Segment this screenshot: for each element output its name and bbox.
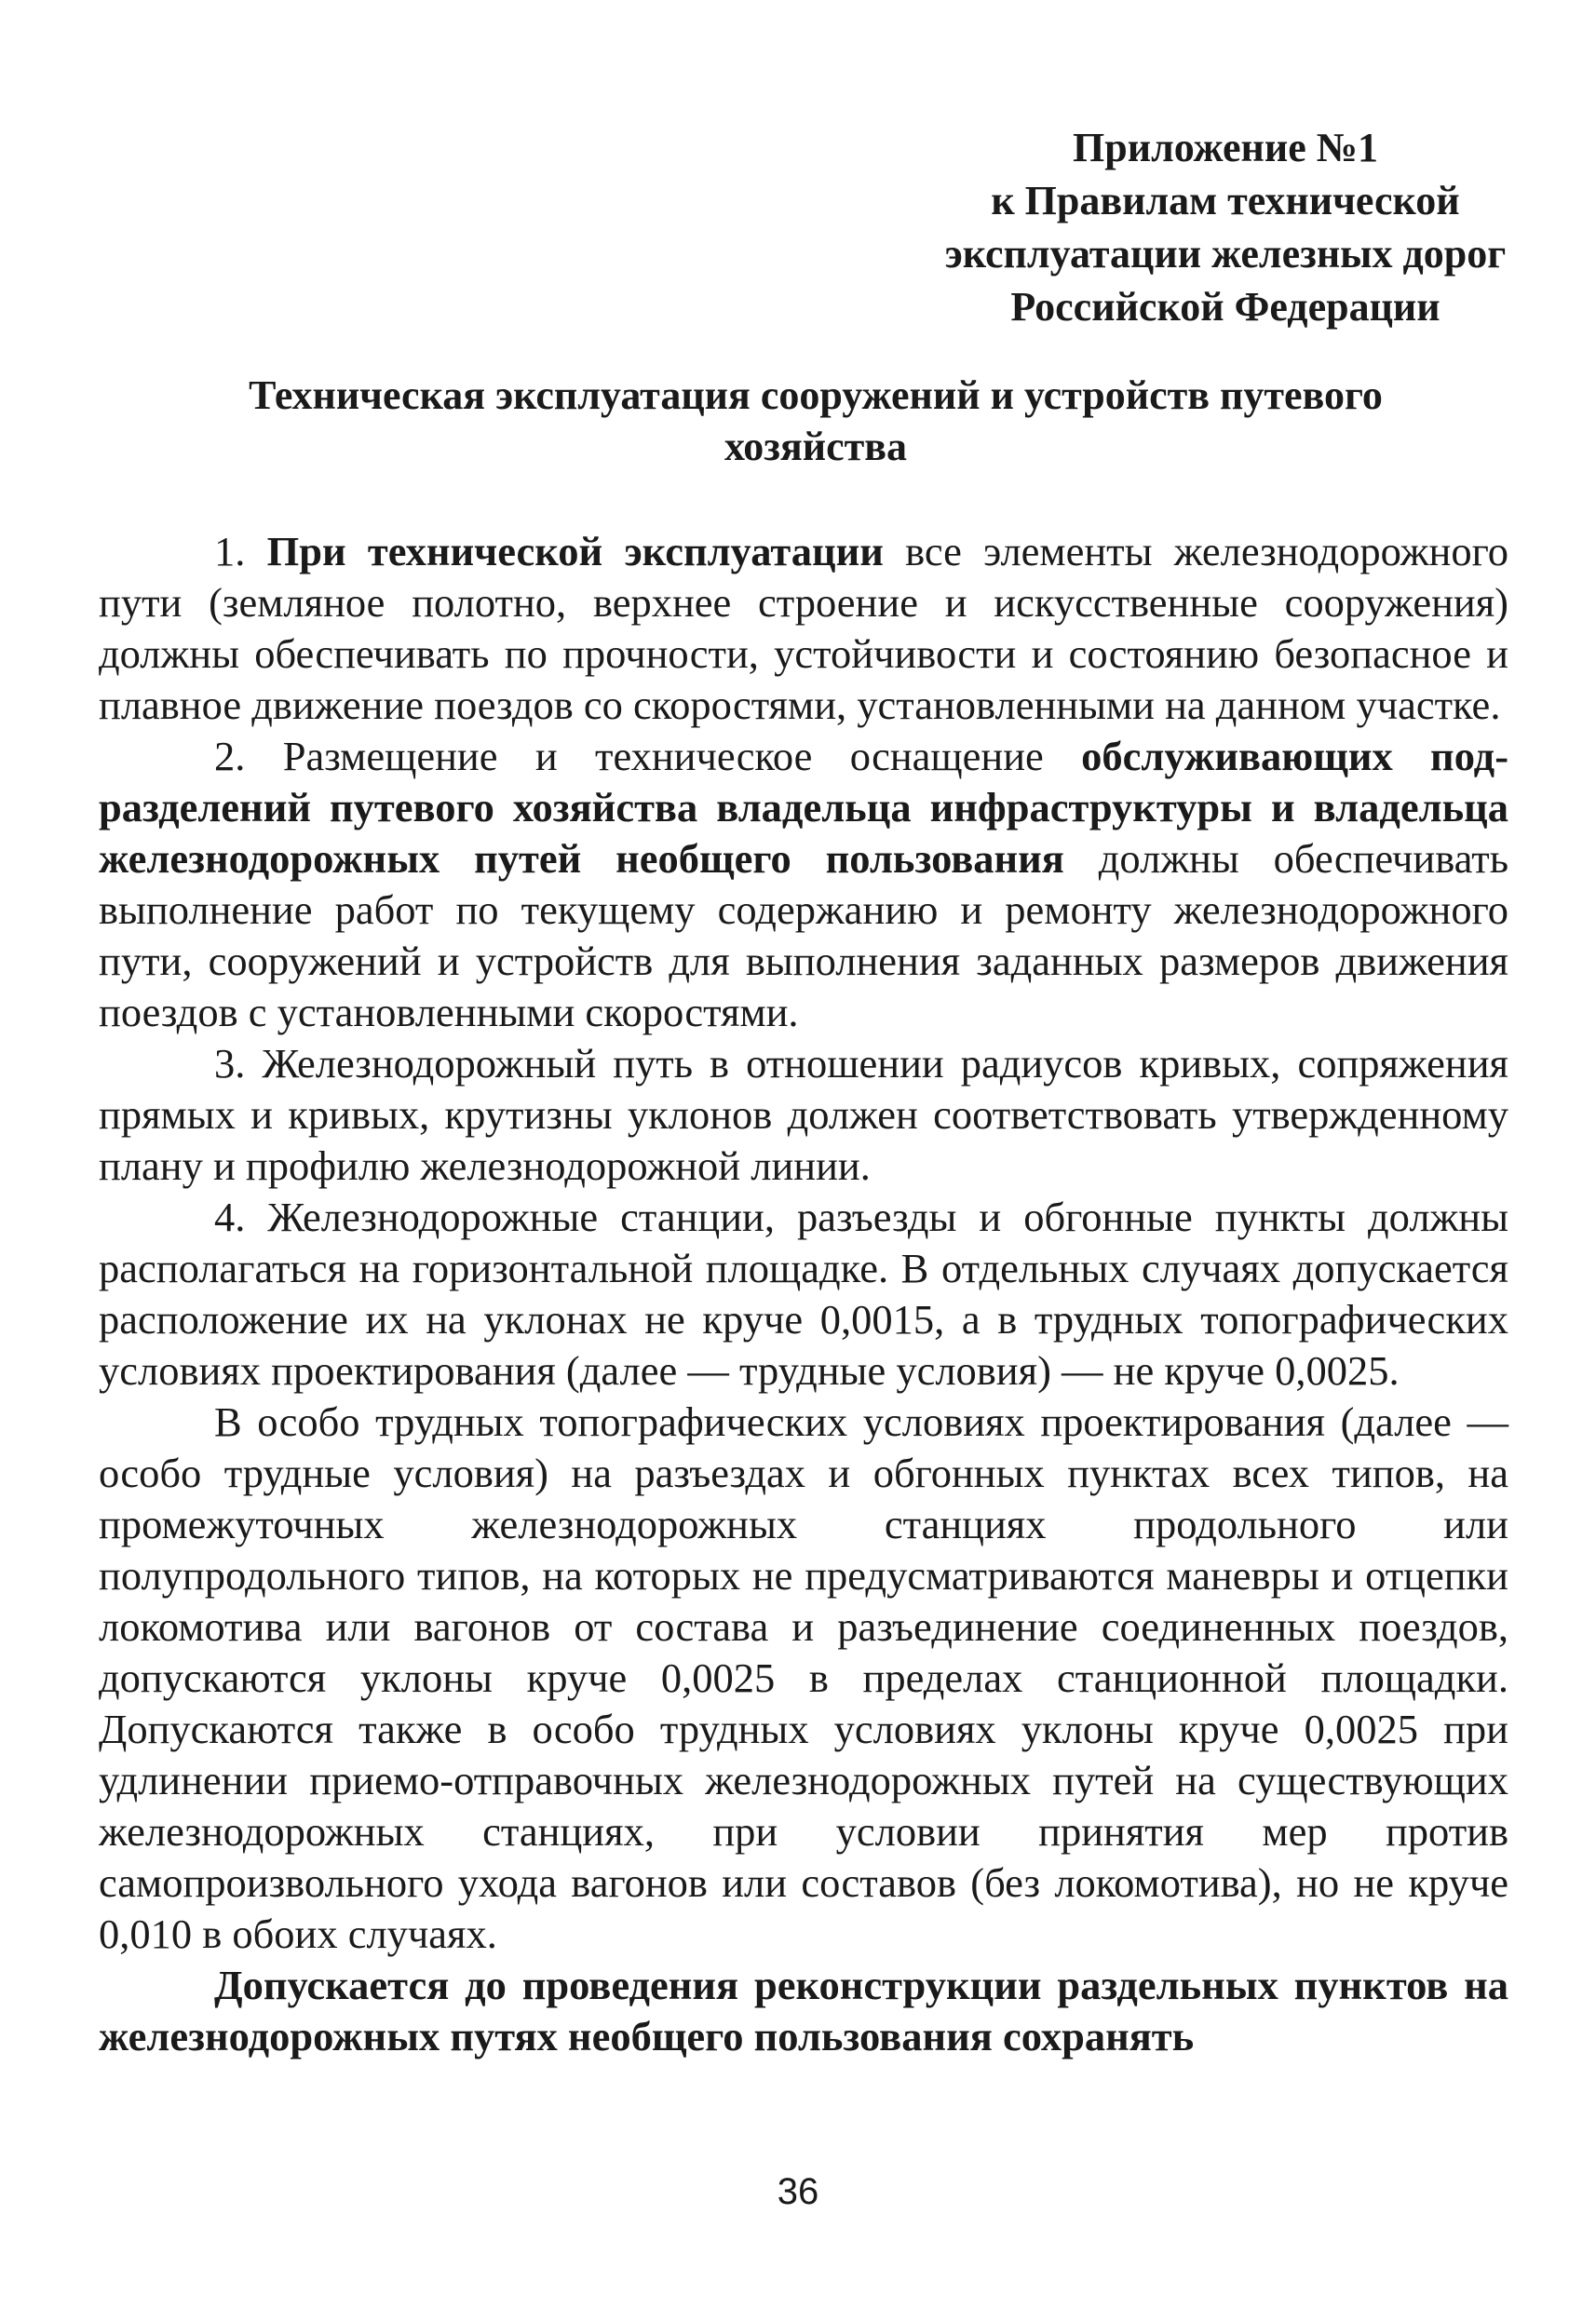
paragraph-3: 3. Железнодорожный путь в отношении радиусов кривых, сопряжения прямых и кривых, крутизны уклонов должен соответствовать утвержденному плану и профилю железнодорожной линии. [99, 1040, 1508, 1189]
appendix-header-line: Приложение №1 [1073, 125, 1378, 170]
appendix-header [872, 121, 1579, 333]
paragraph-2-rest: должны обеспечивать выполнение работ по текущему содержанию и ремонту железнодорожного пути, сооружений и устройств для выполнения заданных размеров движения поездов с установленными скоростями. [99, 835, 1508, 1035]
appendix-header-line: к Правилам технической [991, 178, 1460, 223]
paragraph-1-bold: При технической эксплуатации [266, 528, 884, 574]
appendix-header-line: Российской Федерации [1010, 284, 1440, 330]
paragraph-1 [99, 526, 1508, 731]
paragraph-1-rest: все элементы железнодорожного пути (земляное полотно, верхнее строение и искусственные сооружения) должны обеспечивать по прочности, устойчивости и состоянию безопасное и плавное движение поездов со скоростями, установленными на данном участке. [99, 528, 1508, 728]
paragraph-6 [99, 1960, 1508, 2062]
paragraph-2-bold: обслуживающих подразделений путевого хозяйства владельца инфраструктуры и владельца железнодорожных путей необщего пользования [99, 733, 1509, 882]
paragraph-5: В особо трудных топографических условиях проектирования (далее — особо трудные условия) на разъездах и обгонных пунктах всех типов, на промежуточных железнодорожных станциях продольного или полупродольного типов, на которых не предусматриваются маневры и отцепки локомотива или вагонов от состава и разъединение соединенных поездов, допускаются уклоны круче 0,0025 в пределах станционной площадки. Допускаются также в особо трудных условиях уклоны круче 0,0025 при удлинении приемо-отправочных железнодорожных путей на существующих железнодорожных станциях, при условии принятия мер против самопроизвольного ухода вагонов или составов (без локомотива), но не круче 0,010 в обоих случаях. [99, 1398, 1508, 1957]
paragraph-6-bold: Допускается до проведения реконструкции раздельных пунктов на железнодорожных путях необщего пользования сохранять [99, 1962, 1508, 2059]
page-number: 36 [777, 2171, 819, 2212]
paragraph-1-lead: 1. [214, 528, 267, 574]
paragraph-4: 4. Железнодорожные станции, разъезды и обгонные пункты должны располагаться на горизонтальной площадке. В отдельных случаях допускается расположение их на уклонах не круче 0,0015, а в трудных топографических условиях проектирования (далее — трудные условия) — не круче 0,0025. [99, 1194, 1508, 1394]
body-text [99, 526, 1508, 2062]
paragraph-2-lead: 2. Размещение и техническое оснащение [214, 733, 1082, 779]
section-title: Техническая эксплуатация сооружений и устройств путевого хозяйства [249, 372, 1383, 469]
appendix-header-line: эксплуатации железных дорог [944, 231, 1507, 277]
paragraph-2 [99, 731, 1508, 1038]
